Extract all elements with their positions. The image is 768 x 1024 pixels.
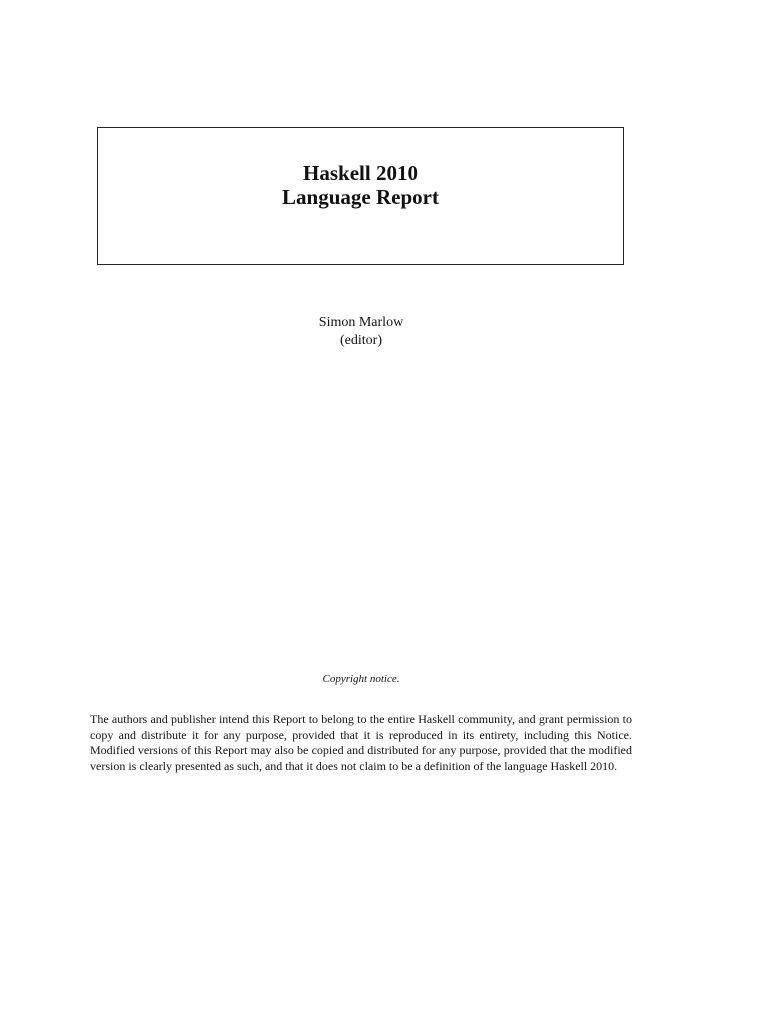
document-subtitle: Language Report bbox=[282, 185, 439, 209]
document-title: Haskell 2010 bbox=[303, 161, 418, 185]
author-role: (editor) bbox=[340, 333, 382, 348]
author-name: Simon Marlow bbox=[318, 315, 404, 330]
copyright-notice-text: The authors and publisher intend this Report to belong to the entire Haskell community, and grant permission to copy and distribute it for any purpose, provided that it is reproduced in its entirety, including this Notice. Modified versions of this Report may also be copied and distributed for any purpose, provided that the modified version is clearly presented as such, and that it does not claim to be a definition of the language Haskell 2010. bbox=[90, 712, 632, 773]
title-box bbox=[97, 127, 624, 265]
copyright-heading: Copyright notice. bbox=[322, 673, 400, 685]
